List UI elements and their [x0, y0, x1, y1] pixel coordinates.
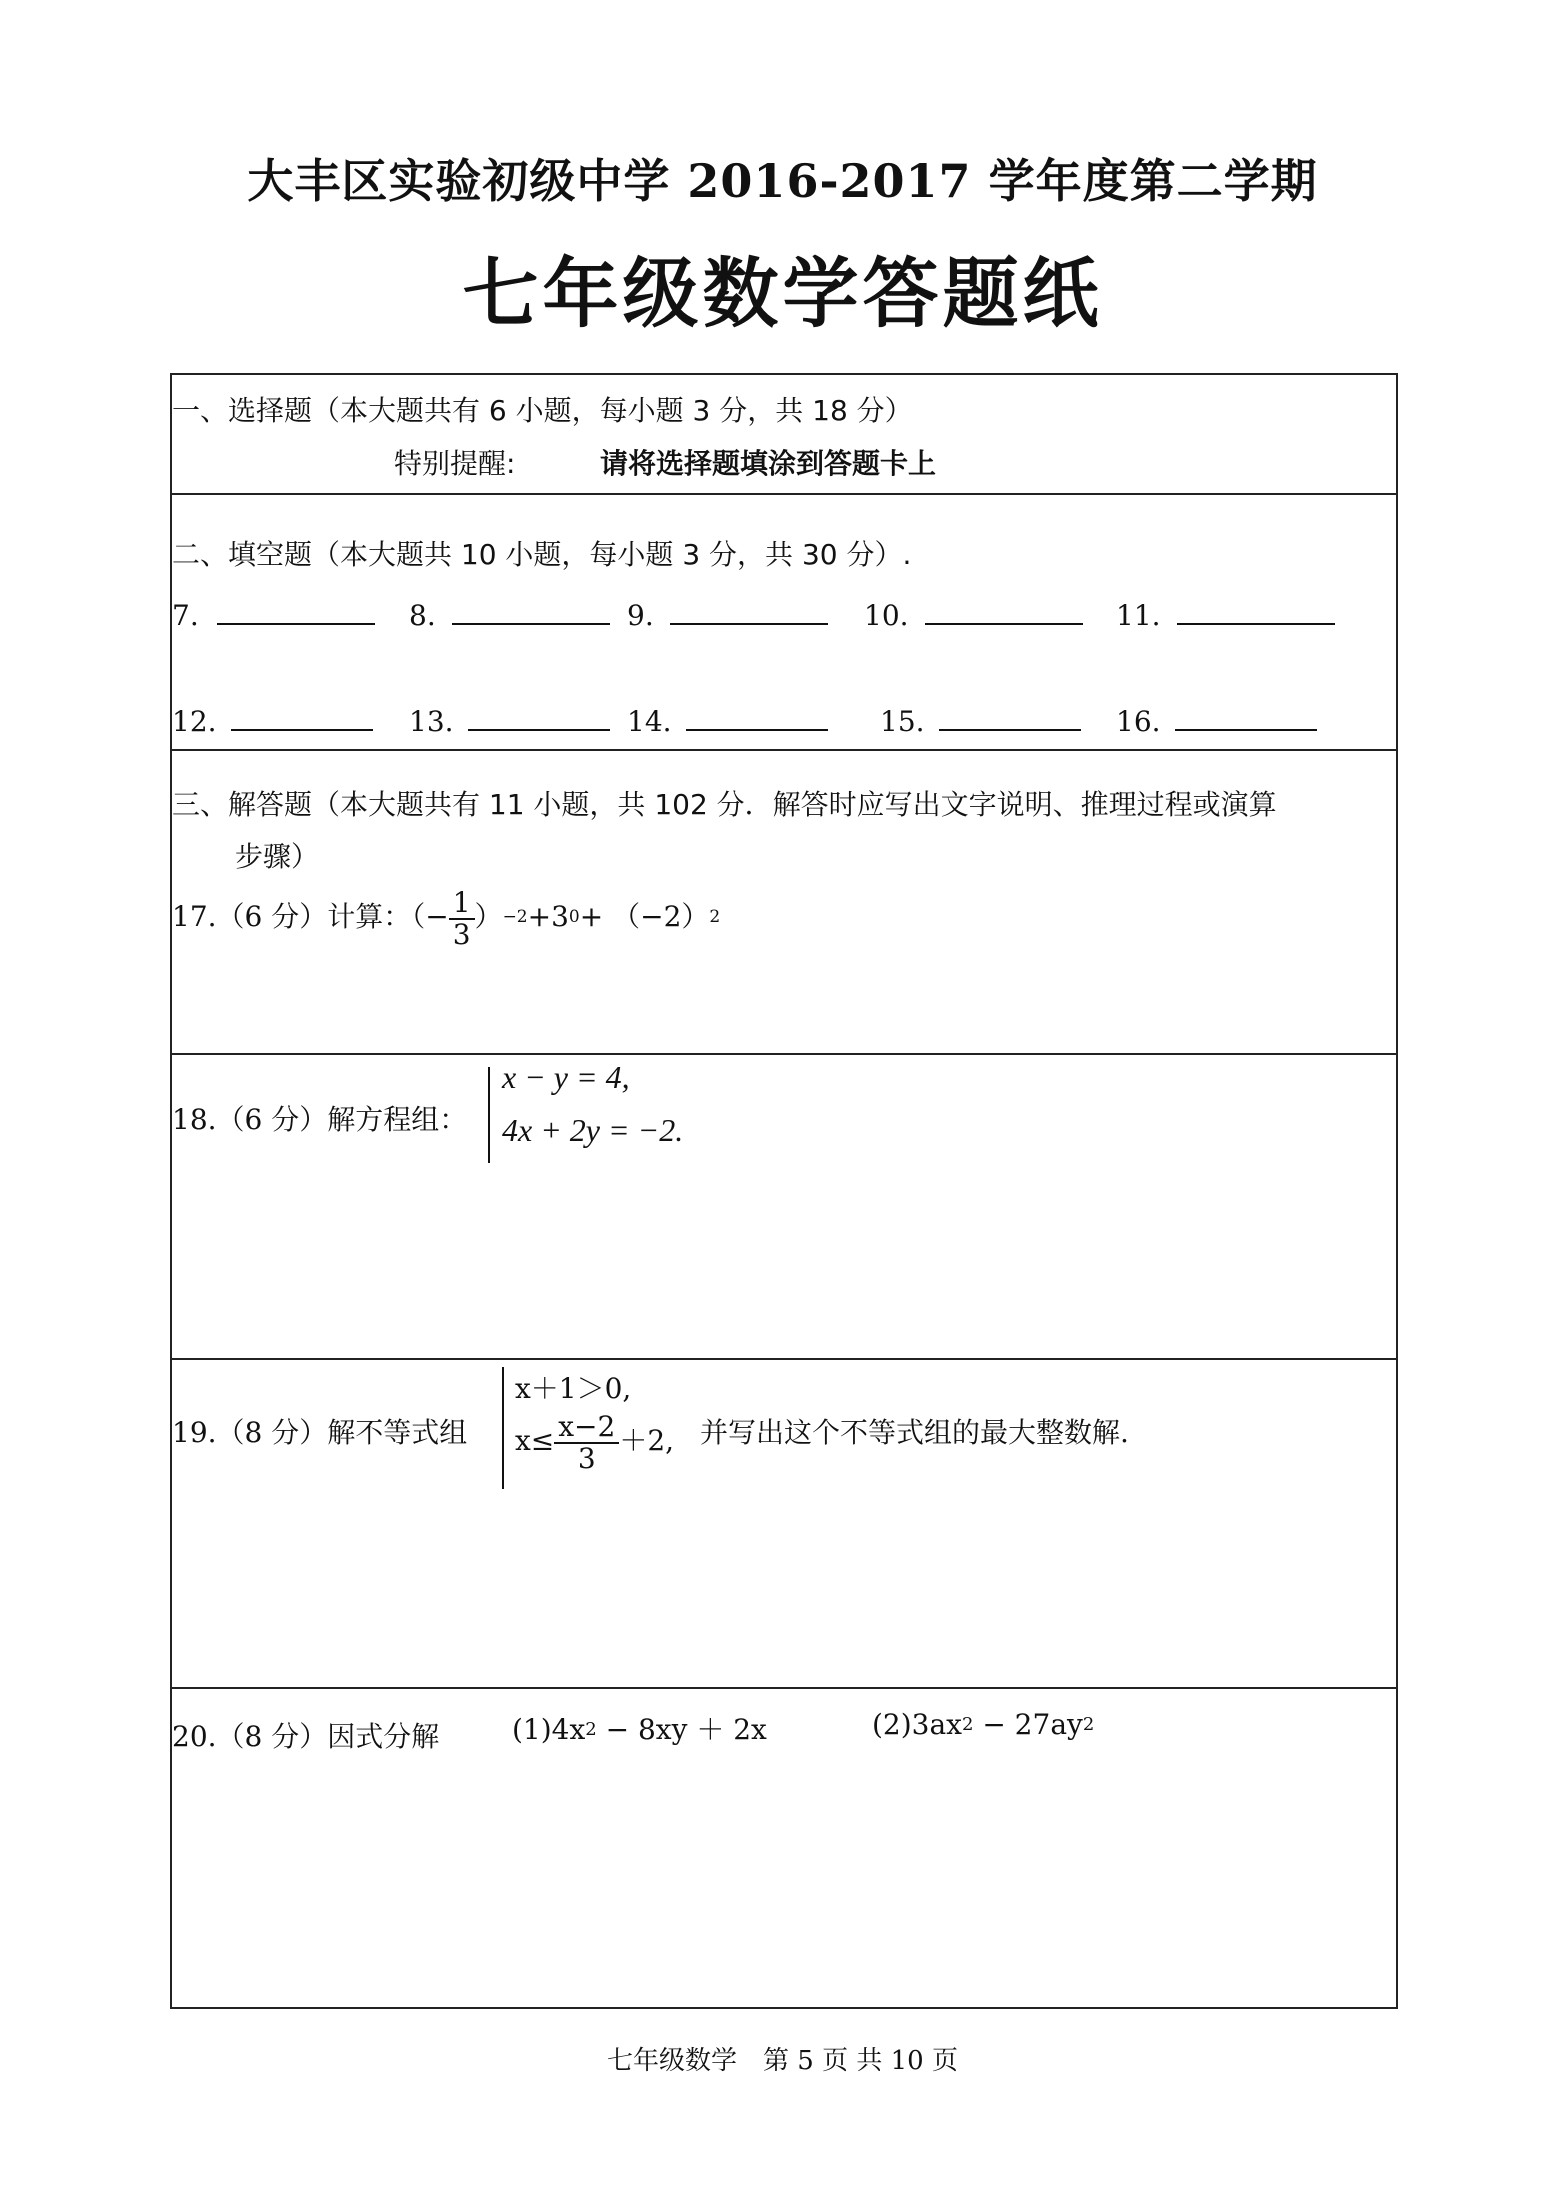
inequality-2: x≤ $\frac{x-2}{3}$ ＋2,	[515, 1410, 675, 1475]
reminder-text: 请将选择题填涂到答题卡上	[600, 447, 937, 480]
item-number: 15.	[880, 705, 925, 738]
question-19-label: 19.（8 分）解不等式组	[172, 1416, 468, 1449]
sheet-title: 七年级数学答题纸	[462, 249, 1103, 338]
item-number: 13.	[409, 705, 454, 738]
item-number: 14.	[627, 705, 672, 738]
question-label: 17.（6 分）计算：	[172, 900, 412, 933]
fill-item-7	[172, 597, 375, 632]
factor-part-1: $(1)4x^2 - 8xy + 2x$	[512, 1713, 767, 1746]
fill-item-16	[1116, 703, 1317, 738]
answer-blank[interactable]	[939, 703, 1081, 731]
fill-item-15	[880, 703, 1081, 738]
fill-item-11	[1116, 597, 1335, 632]
fill-item-10	[864, 597, 1083, 632]
question-18-label: 18.（6 分）解方程组：	[172, 1103, 468, 1136]
question-17: 17.（6 分）计算：（− $\frac{1}{3}$ ）$^{-2}+3^0+ (-2)^2$	[172, 886, 721, 951]
fill-item-14	[627, 703, 828, 738]
fraction: $\frac{1}{3}$	[449, 888, 475, 949]
divider	[172, 493, 1396, 495]
section3-title-cont: 步骤）	[235, 840, 320, 873]
equation-2: 4x + 2y = −2.	[502, 1112, 684, 1148]
answer-sheet-frame	[170, 373, 1398, 2009]
answer-blank[interactable]	[925, 597, 1083, 625]
divider	[172, 1687, 1396, 1689]
answer-blank[interactable]	[1175, 703, 1317, 731]
reminder-label: 特别提醒:	[394, 447, 516, 480]
section3-title: 三、解答题（本大题共有 11 小题，共 102 分．解答时应写出文字说明、推理过程或演算	[172, 788, 1277, 821]
left-brace	[488, 1067, 490, 1163]
item-number: 10.	[864, 599, 909, 632]
answer-blank[interactable]	[452, 597, 610, 625]
fill-item-13	[409, 703, 610, 738]
divider	[172, 1358, 1396, 1360]
factor-part-2: $(2)3ax^2 - 27ay^2$	[872, 1708, 1095, 1741]
answer-blank[interactable]	[1177, 597, 1335, 625]
divider	[172, 1053, 1396, 1055]
answer-blank[interactable]	[217, 597, 375, 625]
answer-blank[interactable]	[468, 703, 610, 731]
answer-blank[interactable]	[231, 703, 373, 731]
answer-blank[interactable]	[686, 703, 828, 731]
inequality-1: x＋1＞0,	[515, 1372, 632, 1405]
page-footer: 七年级数学 第 5 页 共 10 页	[607, 2046, 958, 2076]
school-term-title: 大丰区实验初级中学 2016-2017 学年度第二学期	[247, 154, 1318, 208]
fill-item-12	[172, 703, 373, 738]
item-number: 8.	[409, 599, 436, 632]
item-number: 16.	[1116, 705, 1161, 738]
equation-1: x − y = 4,	[502, 1059, 630, 1095]
fill-item-8	[409, 597, 610, 632]
question-19-tail: 并写出这个不等式组的最大整数解.	[700, 1416, 1129, 1449]
question-20-label: 20.（8 分）因式分解	[172, 1720, 440, 1753]
divider	[172, 749, 1396, 751]
section2-title: 二、填空题（本大题共 10 小题，每小题 3 分，共 30 分）.	[172, 538, 912, 571]
item-number: 12.	[172, 705, 217, 738]
fill-item-9	[627, 597, 828, 632]
item-number: 9.	[627, 599, 654, 632]
item-number: 7.	[172, 599, 199, 632]
item-number: 11.	[1116, 599, 1161, 632]
left-brace	[502, 1367, 504, 1489]
answer-blank[interactable]	[670, 597, 828, 625]
section1-title: 一、选择题（本大题共有 6 小题，每小题 3 分，共 18 分）	[172, 394, 913, 427]
